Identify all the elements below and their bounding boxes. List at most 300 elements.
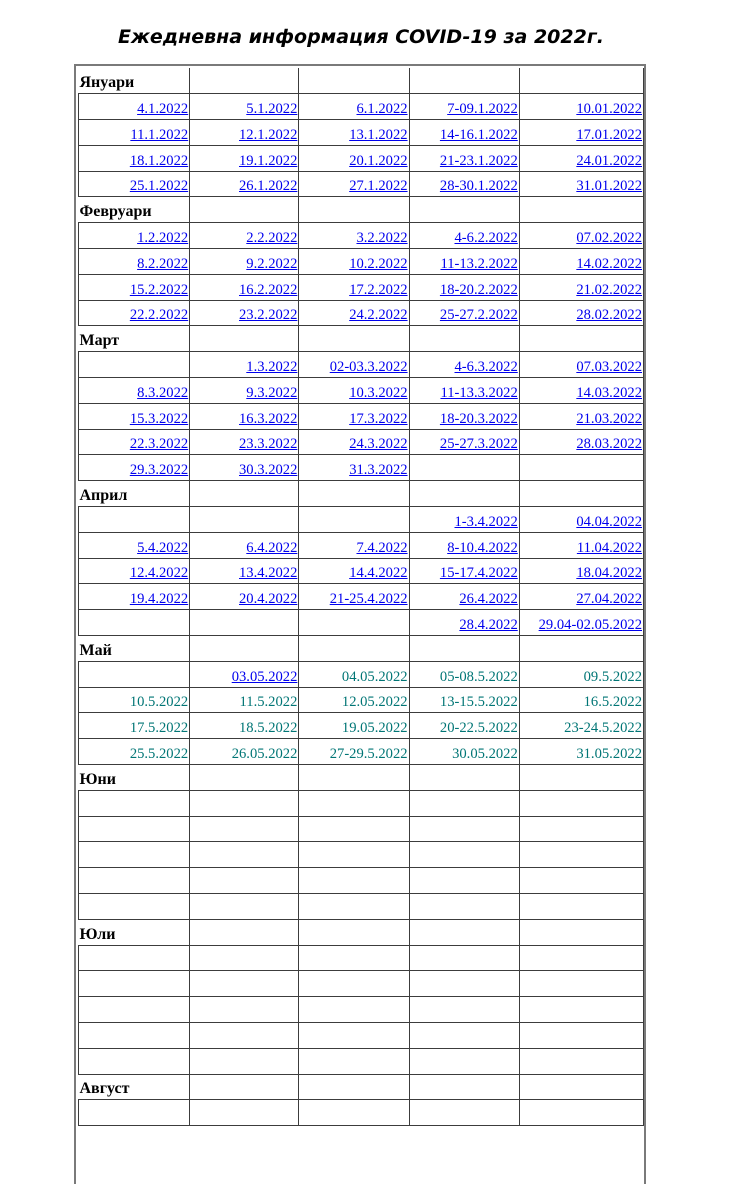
date-cell [409,145,519,171]
date-cell [299,739,409,765]
empty-cell [190,1100,299,1126]
daily-report-link[interactable]: 10.01.2022 [576,101,642,118]
daily-report-link[interactable]: 04.04.2022 [576,513,642,530]
date-cell [519,558,643,584]
empty-cell [519,842,643,868]
daily-report-link[interactable]: 15.3.2022 [129,410,189,427]
daily-report-link[interactable]: 18-20.2.2022 [439,281,518,298]
date-cell [519,429,643,455]
daily-report-link[interactable]: 11.1.2022 [130,126,189,143]
date-cell [519,94,643,120]
daily-report-link[interactable]: 31.01.2022 [576,178,642,195]
daily-report-link[interactable]: 28.4.2022 [459,617,518,634]
date-cell [190,532,299,558]
empty-cell [519,1048,643,1074]
month-header-row [79,636,644,662]
empty-cell [409,945,519,971]
empty-cell [409,997,519,1023]
empty-cell [190,1074,299,1100]
date-cell [409,403,519,429]
daily-report-link[interactable]: 28.03.2022 [576,436,642,453]
empty-cell [409,868,519,894]
date-cell [190,300,299,326]
date-cell [409,429,519,455]
daily-report-link[interactable]: 17.3.2022 [349,410,408,427]
table-row [79,223,644,249]
daily-report-link[interactable]: 9.2.2022 [246,255,298,272]
daily-report-link[interactable]: 3.2.2022 [356,230,408,247]
date-cell [190,145,299,171]
daily-report-link[interactable]: 21.03.2022 [576,410,642,427]
table-row [79,610,644,636]
daily-report-link[interactable]: 29.04-02.05.2022 [538,617,642,634]
daily-report-link[interactable]: 10.2.2022 [349,255,408,272]
empty-cell [299,636,409,662]
empty-cell [409,919,519,945]
daily-report-link[interactable]: 21.02.2022 [576,281,642,298]
date-cell [409,687,519,713]
empty-cell [519,997,643,1023]
date-cell [79,687,190,713]
daily-report-date: 09.5.2022 [583,668,642,685]
empty-cell [519,1074,643,1100]
empty-cell [190,765,299,791]
date-cell [409,610,519,636]
date-cell [519,120,643,146]
daily-report-date: 25.5.2022 [129,746,189,763]
daily-report-link[interactable]: 24.2.2022 [349,307,408,324]
daily-report-link[interactable]: 4-6.3.2022 [454,359,518,376]
empty-cell [190,919,299,945]
calendar-table-frame [74,64,646,1184]
empty-cell [299,1100,409,1126]
daily-report-link[interactable]: 13.1.2022 [349,126,408,143]
daily-report-link[interactable]: 22.3.2022 [129,436,189,453]
empty-cell [409,326,519,352]
table-row [79,403,644,429]
table-row [79,455,644,481]
date-cell [79,300,190,326]
daily-report-link[interactable]: 8.3.2022 [137,384,189,401]
date-cell [79,558,190,584]
daily-report-link[interactable]: 26.1.2022 [239,178,298,195]
page-title: Ежедневна информация COVID-19 за 2022г. [118,26,604,48]
date-cell [409,558,519,584]
date-cell [519,378,643,404]
empty-cell [190,481,299,507]
daily-report-link[interactable]: 9.3.2022 [246,384,298,401]
empty-cell [409,816,519,842]
daily-report-link[interactable]: 5.4.2022 [137,539,189,556]
table-row [79,687,644,713]
empty-cell [519,919,643,945]
empty-cell [519,326,643,352]
empty-cell [79,868,190,894]
month-header-row [79,68,644,94]
table-row [79,300,644,326]
date-cell [299,274,409,300]
empty-cell [519,481,643,507]
daily-report-link[interactable]: 25-27.3.2022 [439,436,518,453]
month-label: Март [79,326,190,352]
date-cell [190,739,299,765]
daily-report-link[interactable]: 4-6.2.2022 [454,230,518,247]
daily-report-link[interactable]: 12.1.2022 [239,126,298,143]
date-cell [190,223,299,249]
daily-report-link[interactable]: 03.05.2022 [231,668,298,685]
daily-report-link[interactable]: 27.1.2022 [349,178,408,195]
date-cell [519,249,643,275]
table-row [79,429,644,455]
date-cell [190,403,299,429]
date-cell [299,558,409,584]
date-cell [79,739,190,765]
daily-report-link[interactable]: 14.02.2022 [576,255,642,272]
daily-report-link[interactable]: 12.4.2022 [129,565,189,582]
date-cell [519,532,643,558]
empty-cell [409,1022,519,1048]
month-label: Юли [79,919,190,945]
month-label: Май [79,636,190,662]
empty-cell [299,868,409,894]
empty-cell [519,816,643,842]
empty-cell [519,636,643,662]
empty-cell [190,636,299,662]
date-cell [299,687,409,713]
date-cell [519,687,643,713]
daily-report-link[interactable]: 6.4.2022 [246,539,298,556]
empty-cell [519,455,643,481]
daily-report-link[interactable]: 21-25.4.2022 [329,591,408,608]
daily-report-link[interactable]: 21-23.1.2022 [439,152,518,169]
table-row [79,713,644,739]
daily-report-date: 23-24.5.2022 [564,720,642,737]
date-cell [190,584,299,610]
date-cell [519,610,643,636]
daily-report-date: 30.05.2022 [452,746,518,763]
daily-report-link[interactable]: 30.3.2022 [239,462,298,479]
date-cell [190,249,299,275]
empty-cell [299,1022,409,1048]
empty-cell [409,197,519,223]
daily-report-link[interactable]: 26.4.2022 [459,591,518,608]
empty-cell [299,894,409,920]
daily-report-date: 18.5.2022 [239,720,298,737]
daily-report-link[interactable]: 11.04.2022 [576,539,642,556]
empty-cell [299,610,409,636]
daily-report-link[interactable]: 15.2.2022 [129,281,189,298]
table-row [79,661,644,687]
date-cell [299,145,409,171]
daily-report-link[interactable]: 16.3.2022 [239,410,298,427]
table-row [79,171,644,197]
daily-report-date: 16.5.2022 [583,694,642,711]
daily-report-link[interactable]: 28.02.2022 [576,307,642,324]
empty-cell [79,842,190,868]
daily-report-link[interactable]: 1.3.2022 [246,359,298,376]
date-cell [519,274,643,300]
empty-cell [299,481,409,507]
month-header-row [79,919,644,945]
date-cell [190,713,299,739]
date-cell [79,403,190,429]
empty-cell [409,1074,519,1100]
date-cell [299,429,409,455]
daily-report-link[interactable]: 23.3.2022 [239,436,298,453]
daily-report-date: 19.05.2022 [341,720,408,737]
date-cell [409,300,519,326]
date-cell [519,223,643,249]
empty-cell [409,790,519,816]
table-row [79,1048,644,1074]
daily-report-link[interactable]: 15-17.4.2022 [439,565,518,582]
date-cell [190,274,299,300]
date-cell [79,249,190,275]
date-cell [409,274,519,300]
empty-cell [299,945,409,971]
date-cell [409,378,519,404]
empty-cell [299,790,409,816]
empty-cell [190,1022,299,1048]
table-row [79,945,644,971]
date-cell [409,223,519,249]
empty-cell [190,842,299,868]
table-row [79,145,644,171]
daily-report-link[interactable]: 11-13.3.2022 [440,384,518,401]
empty-cell [79,971,190,997]
empty-cell [519,971,643,997]
date-cell [299,378,409,404]
date-cell [519,403,643,429]
daily-report-link[interactable]: 24.3.2022 [349,436,408,453]
date-cell [190,94,299,120]
table-row [79,120,644,146]
calendar-body [79,68,644,1126]
daily-report-link[interactable]: 11-13.2.2022 [440,255,518,272]
daily-report-link[interactable]: 18-20.3.2022 [439,410,518,427]
date-cell [79,713,190,739]
daily-report-link[interactable]: 5.1.2022 [246,101,298,118]
daily-report-date: 04.05.2022 [341,668,408,685]
date-cell [299,455,409,481]
daily-report-link[interactable]: 10.3.2022 [349,384,408,401]
empty-cell [79,790,190,816]
daily-report-date: 31.05.2022 [576,746,642,763]
daily-report-link[interactable]: 1-3.4.2022 [454,513,518,530]
date-cell [79,532,190,558]
daily-report-link[interactable]: 7-09.1.2022 [447,101,518,118]
date-cell [409,713,519,739]
daily-report-link[interactable]: 22.2.2022 [129,307,189,324]
daily-report-link[interactable]: 8-10.4.2022 [447,539,518,556]
daily-report-link[interactable]: 02-03.3.2022 [329,359,408,376]
date-cell [409,661,519,687]
date-cell [409,532,519,558]
daily-report-link[interactable]: 8.2.2022 [137,255,189,272]
date-cell [299,223,409,249]
date-cell [519,739,643,765]
daily-report-link[interactable]: 24.01.2022 [576,152,642,169]
daily-report-link[interactable]: 4.1.2022 [137,101,189,118]
table-row [79,558,644,584]
date-cell [190,120,299,146]
empty-cell [299,842,409,868]
daily-report-link[interactable]: 31.3.2022 [349,462,408,479]
daily-info-calendar-table [78,68,644,1126]
date-cell [190,171,299,197]
daily-report-date: 27-29.5.2022 [329,746,408,763]
table-row [79,816,644,842]
daily-report-link[interactable]: 19.1.2022 [239,152,298,169]
daily-report-link[interactable]: 13.4.2022 [239,565,298,582]
empty-cell [299,1048,409,1074]
date-cell [299,300,409,326]
empty-cell [519,945,643,971]
date-cell [519,171,643,197]
date-cell [79,145,190,171]
daily-report-link[interactable]: 07.03.2022 [576,359,642,376]
daily-report-link[interactable]: 25-27.2.2022 [439,307,518,324]
daily-report-link[interactable]: 6.1.2022 [356,101,408,118]
empty-cell [190,945,299,971]
date-cell [190,661,299,687]
daily-report-date: 11.5.2022 [239,694,298,711]
empty-cell [79,997,190,1023]
daily-report-link[interactable]: 14.4.2022 [349,565,408,582]
date-cell [79,378,190,404]
empty-cell [299,507,409,533]
daily-report-link[interactable]: 17.2.2022 [349,281,408,298]
empty-cell [79,816,190,842]
date-cell [519,713,643,739]
table-row [79,894,644,920]
empty-cell [190,790,299,816]
month-label: Февруари [79,197,190,223]
empty-cell [299,326,409,352]
date-cell [409,739,519,765]
date-cell [299,661,409,687]
empty-cell [79,610,190,636]
daily-report-link[interactable]: 16.2.2022 [239,281,298,298]
date-cell [409,171,519,197]
daily-report-link[interactable]: 2.2.2022 [246,230,298,247]
daily-report-link[interactable]: 17.01.2022 [576,126,642,143]
table-row [79,352,644,378]
daily-report-link[interactable]: 25.1.2022 [129,178,189,195]
date-cell [409,249,519,275]
month-header-row [79,197,644,223]
empty-cell [79,945,190,971]
empty-cell [409,971,519,997]
empty-cell [79,661,190,687]
empty-cell [299,68,409,94]
date-cell [190,687,299,713]
daily-report-link[interactable]: 28-30.1.2022 [439,178,518,195]
daily-report-link[interactable]: 27.04.2022 [576,591,642,608]
empty-cell [79,1048,190,1074]
date-cell [79,223,190,249]
table-row [79,584,644,610]
empty-cell [299,765,409,791]
empty-cell [409,1100,519,1126]
date-cell [79,274,190,300]
daily-report-link[interactable]: 19.4.2022 [129,591,189,608]
empty-cell [79,1100,190,1126]
empty-cell [409,894,519,920]
month-header-row [79,1074,644,1100]
table-row [79,971,644,997]
daily-report-link[interactable]: 18.1.2022 [129,152,189,169]
empty-cell [190,868,299,894]
date-cell [79,584,190,610]
table-row [79,532,644,558]
daily-report-link[interactable]: 14-16.1.2022 [439,126,518,143]
daily-report-date: 20-22.5.2022 [439,720,518,737]
table-row [79,507,644,533]
date-cell [79,171,190,197]
date-cell [299,584,409,610]
empty-cell [409,842,519,868]
date-cell [79,94,190,120]
daily-report-link[interactable]: 29.3.2022 [129,462,189,479]
empty-cell [409,1048,519,1074]
empty-cell [519,197,643,223]
daily-report-link[interactable]: 14.03.2022 [576,384,642,401]
table-row [79,378,644,404]
empty-cell [299,971,409,997]
table-row [79,842,644,868]
month-header-row [79,765,644,791]
date-cell [519,507,643,533]
daily-report-link[interactable]: 18.04.2022 [576,565,642,582]
date-cell [409,507,519,533]
date-cell [190,378,299,404]
table-row [79,790,644,816]
empty-cell [299,1074,409,1100]
empty-cell [299,816,409,842]
table-row [79,997,644,1023]
empty-cell [519,765,643,791]
date-cell [79,120,190,146]
date-cell [190,558,299,584]
date-cell [299,171,409,197]
empty-cell [519,894,643,920]
date-cell [519,352,643,378]
empty-cell [519,1022,643,1048]
empty-cell [519,790,643,816]
empty-cell [190,894,299,920]
empty-cell [190,197,299,223]
table-row [79,274,644,300]
date-cell [299,713,409,739]
empty-cell [409,481,519,507]
empty-cell [79,894,190,920]
daily-report-link[interactable]: 1.2.2022 [137,230,189,247]
month-header-row [79,326,644,352]
date-cell [299,352,409,378]
table-row [79,1022,644,1048]
daily-report-link[interactable]: 23.2.2022 [239,307,298,324]
empty-cell [79,352,190,378]
month-label: Януари [79,68,190,94]
daily-report-link[interactable]: 7.4.2022 [356,539,408,556]
daily-report-link[interactable]: 20.1.2022 [349,152,408,169]
daily-report-link[interactable]: 07.02.2022 [576,230,642,247]
date-cell [79,429,190,455]
month-label: Април [79,481,190,507]
daily-report-link[interactable]: 20.4.2022 [239,591,298,608]
date-cell [299,249,409,275]
